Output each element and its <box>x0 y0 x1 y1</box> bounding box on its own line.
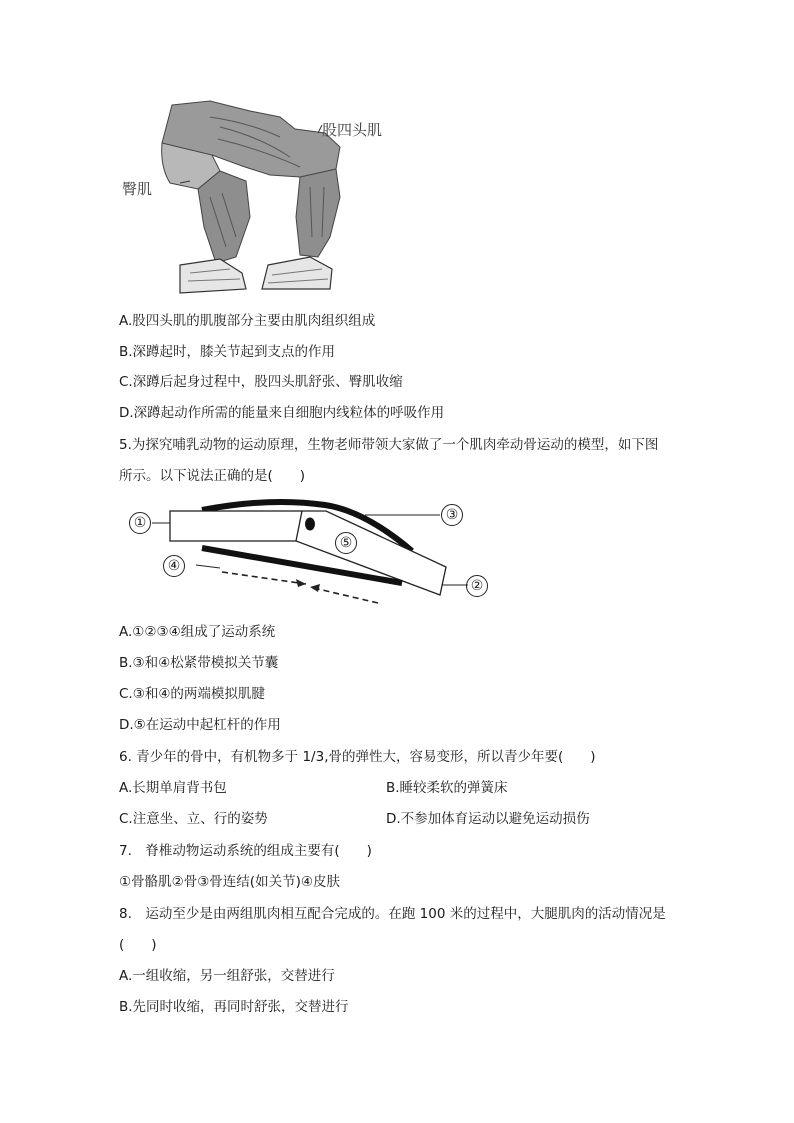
quadriceps-label: 股四头肌 <box>322 121 383 139</box>
q5-option-c: C.③和④的两端模拟肌腱 <box>119 686 265 702</box>
joint-5 <box>305 518 315 531</box>
q7-items: ①骨骼肌②骨③骨连结(如关节)④皮肤 <box>119 874 340 890</box>
label-4: ④ <box>163 555 185 577</box>
label-5: ⑤ <box>335 532 357 554</box>
q5-stem-line1: 5.为探究哺乳动物的运动原理，生物老师带领大家做了一个肌肉牵动骨运动的模型，如下图 <box>119 437 659 453</box>
q4-option-d: D.深蹲起动作所需的能量来自细胞内线粒体的呼吸作用 <box>119 405 445 421</box>
label-1: ① <box>129 512 151 534</box>
q4-option-a: A.股四头肌的肌腹部分主要由肌肉组织组成 <box>119 313 376 329</box>
bone-muscle-model-figure <box>150 495 490 615</box>
q8-option-b: B.先同时收缩，再同时舒张，交替进行 <box>119 999 349 1015</box>
q4-option-b: B.深蹲起时，膝关节起到支点的作用 <box>119 344 336 360</box>
label-3: ③ <box>441 504 463 526</box>
bone-1 <box>170 511 302 541</box>
q8-stem-line1: 8. 运动至少是由两组肌肉相互配合完成的。在跑 100 米的过程中，大腿肌肉的活动情况是 <box>119 906 666 922</box>
q7-stem: 7. 脊椎动物运动系统的组成主要有( ) <box>119 843 372 859</box>
gluteus-label: 臀肌 <box>122 180 153 198</box>
q6-option-c: C.注意坐、立、行的姿势 <box>119 811 268 827</box>
q5-stem-line2: 所示。以下说法正确的是( ) <box>119 468 306 484</box>
label-2: ② <box>466 575 488 597</box>
q5-option-b: B.③和④松紧带模拟关节囊 <box>119 655 279 671</box>
q4-option-c: C.深蹲后起身过程中，股四头肌舒张、臀肌收缩 <box>119 374 403 390</box>
q5-option-a: A.①②③④组成了运动系统 <box>119 624 276 640</box>
q6-option-b: B.睡较柔软的弹簧床 <box>386 780 508 796</box>
q6-stem: 6. 青少年的骨中，有机物多于 1/3,骨的弹性大，容易变形，所以青少年要( ) <box>119 749 596 765</box>
q8-stem-line2: ( ) <box>119 937 157 953</box>
q6-option-a: A.长期单肩背书包 <box>119 780 227 796</box>
q5-option-d: D.⑤在运动中起杠杆的作用 <box>119 717 281 733</box>
q6-option-d: D.不参加体育运动以避免运动损伤 <box>386 811 590 827</box>
q8-option-a: A.一组收缩，另一组舒张，交替进行 <box>119 968 335 984</box>
